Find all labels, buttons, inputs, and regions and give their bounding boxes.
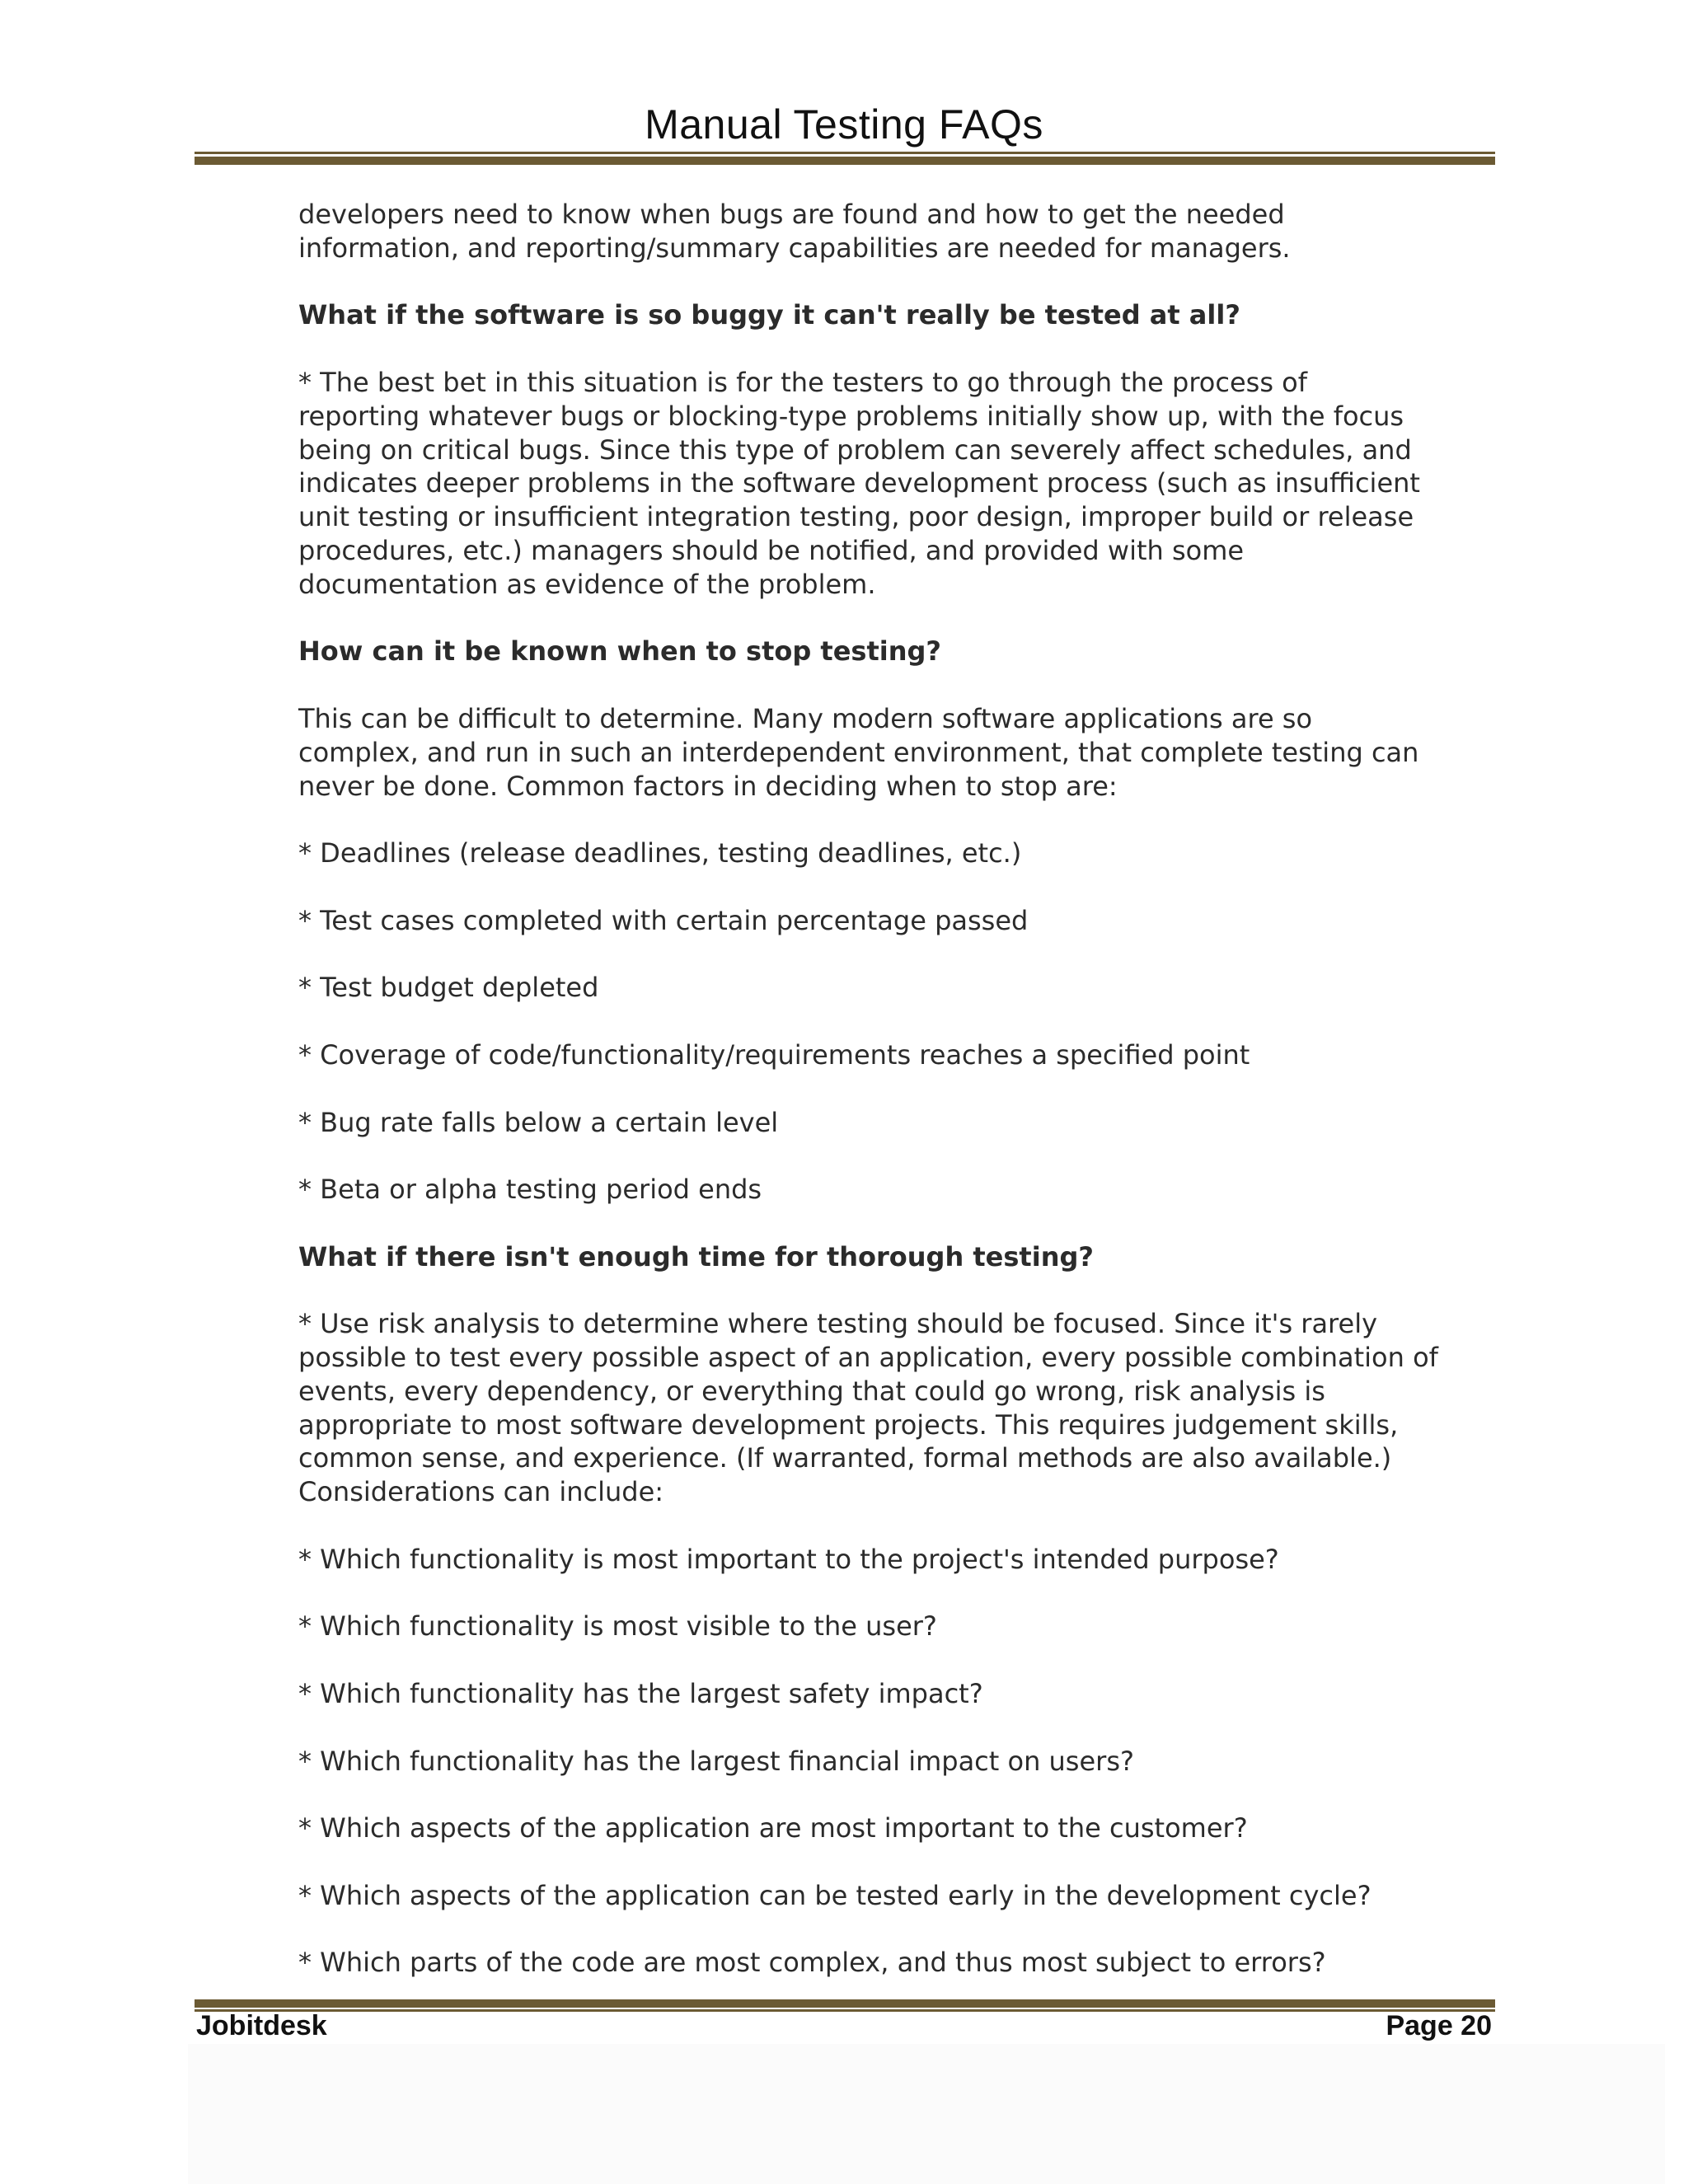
question-heading: How can it be known when to stop testing? (298, 635, 941, 668)
list-item: * Coverage of code/functionality/requirements reaches a specified point (298, 1038, 1250, 1071)
document-body (298, 198, 1502, 1980)
list-item: * Which functionality is most important to the project's intended purpose? (298, 1543, 1279, 1575)
question-heading: What if the software is so buggy it can't really be tested at all? (298, 299, 1240, 331)
list-item: * Test cases completed with certain percentage passed (298, 904, 1029, 936)
answer-paragraph: This can be difficult to determine. Many modern software applications are so complex, and run in such an interdependent environment, that complete testing can never be done. Common factors in deciding when to stop are: (298, 702, 1419, 802)
list-item: * Test budget depleted (298, 972, 599, 1004)
footer-brand: Jobitdesk (196, 2010, 327, 2041)
intro-paragraph: developers need to know when bugs are found and how to get the needed information, and reporting/summary capabilities are needed for managers. (298, 199, 1291, 264)
list-item: * Which aspects of the application are most important to the customer? (298, 1812, 1248, 1844)
list-item: * Which aspects of the application can be tested early in the development cycle? (298, 1879, 1372, 1911)
page-bottom-shade (188, 2044, 1665, 2184)
page-number: Page 20 (1386, 2010, 1492, 2041)
list-item: * Beta or alpha testing period ends (298, 1174, 762, 1206)
header-rule-thin (195, 152, 1495, 154)
list-item: * Which functionality has the largest financial impact on users? (298, 1745, 1134, 1777)
list-item: * Bug rate falls below a certain level (298, 1106, 779, 1138)
list-item: * Which functionality is most visible to the user? (298, 1610, 937, 1643)
answer-paragraph: * The best bet in this situation is for the testers to go through the process of reporting whatever bugs or blocking-type problems initially show up, with the focus being on critical bugs. Since this type of problem can severely affect schedules, and indicates deeper problems in the software development process (such as insufficient unit testing or insufficient integration testing, poor design, improper build or release procedures, etc.) managers should be notified, and provided with some documentation as evidence of the problem. (298, 366, 1420, 600)
header-rule-thick (195, 157, 1495, 165)
list-item: * Which functionality has the largest safety impact? (298, 1678, 983, 1710)
footer-rule-thin (195, 2009, 1495, 2012)
list-item: * Deadlines (release deadlines, testing deadlines, etc.) (298, 837, 1022, 869)
question-heading: What if there isn't enough time for thorough testing? (298, 1240, 1094, 1272)
answer-paragraph: * Use risk analysis to determine where testing should be focused. Since it's rarely possible to test every possible aspect of an application, every possible combination of events, every dependency, or everything that could go wrong, risk analysis is appropriate to most software development projects. This requires judgement skills, common sense, and experience. (If warranted, formal methods are also available.) Considerations can include: (298, 1308, 1438, 1508)
list-item: * Which parts of the code are most complex, and thus most subject to errors? (298, 1947, 1326, 1979)
page-header-title: Manual Testing FAQs (645, 101, 1043, 148)
footer-rule-thick (195, 1999, 1495, 2008)
